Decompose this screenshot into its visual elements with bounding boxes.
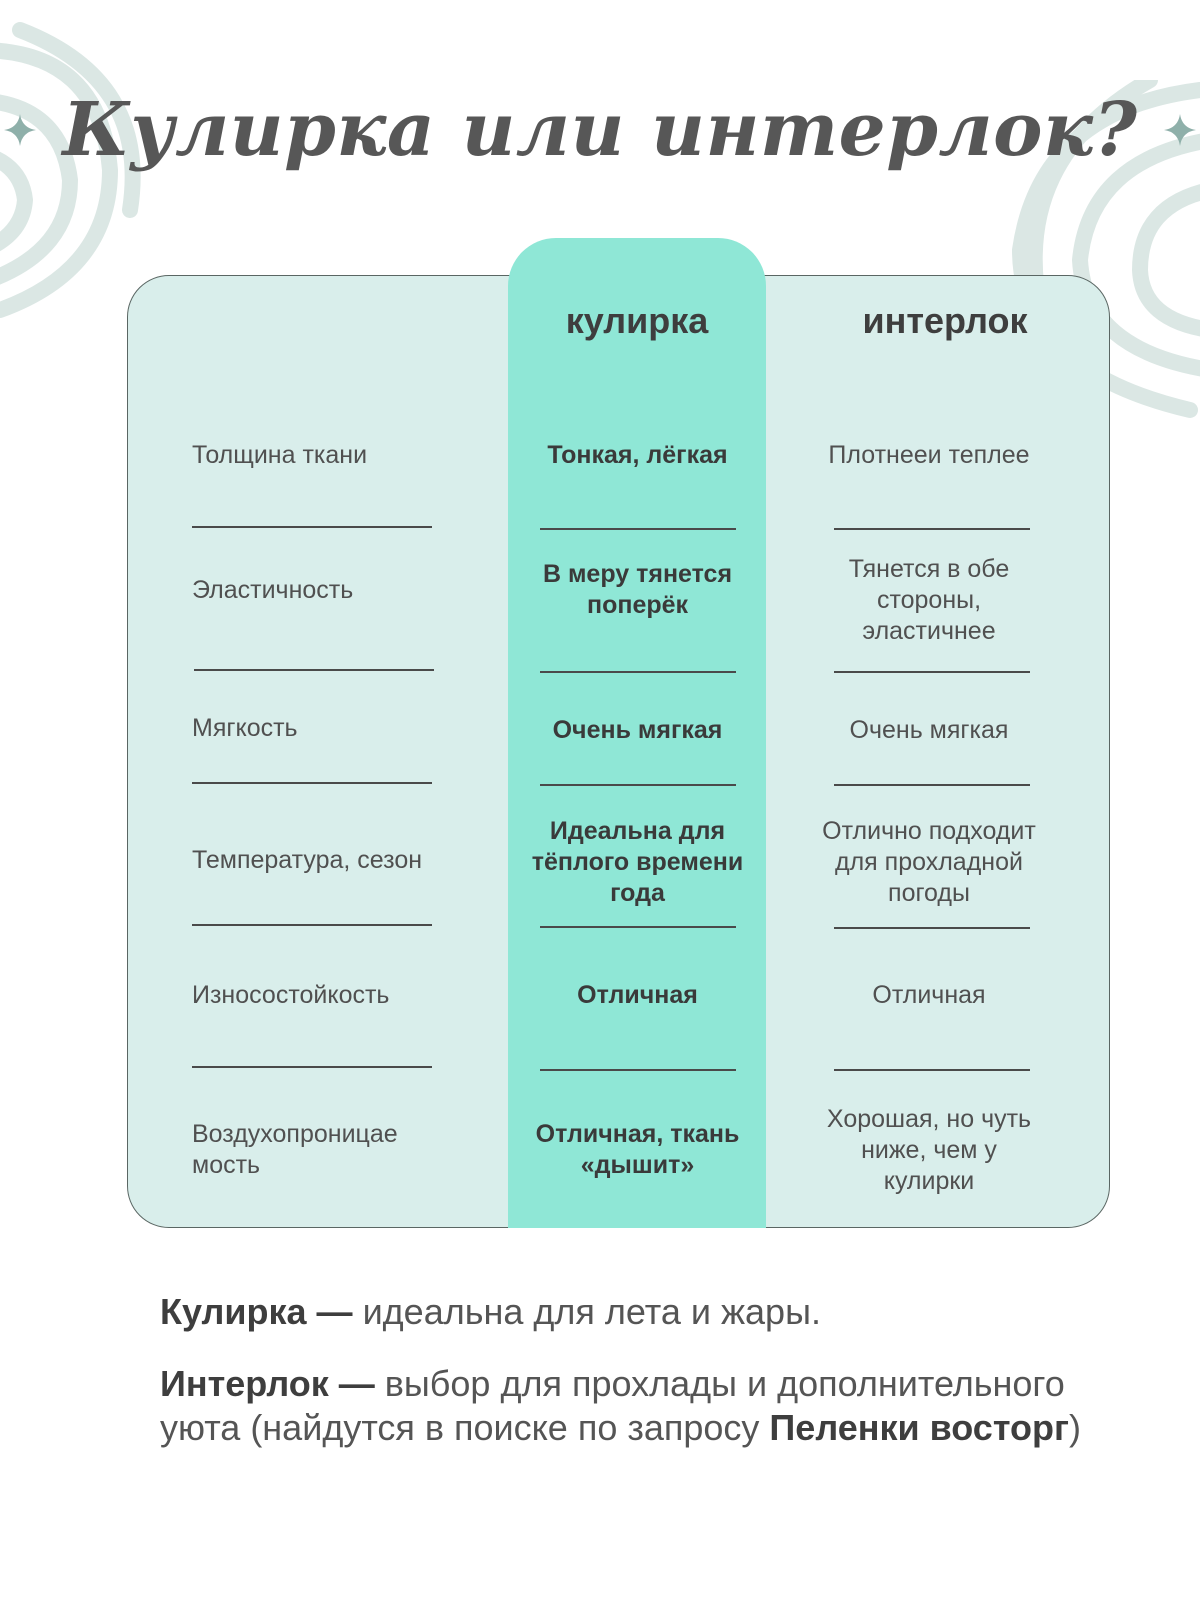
row-divider [540, 528, 736, 530]
row-divider [834, 927, 1030, 929]
row-label: Воздухопроницае мость [192, 1120, 398, 1179]
row-kulirka-value: Идеальна для тёплого времени года [531, 816, 744, 907]
row-divider [834, 784, 1030, 786]
row-divider [194, 669, 434, 671]
row-kulirka-value: В меру тянется поперёк [542, 560, 733, 619]
row-divider [540, 1069, 736, 1071]
row-kulirka-value: Очень мягкая [552, 715, 723, 744]
brand-search-query: Пеленки восторг [769, 1407, 1069, 1448]
row-divider [192, 526, 432, 528]
row-interlok-value: Хорошая, но чуть ниже, чем у кулирки [826, 1104, 1032, 1195]
column-header-interlok: интерлок [862, 300, 1028, 341]
row-kulirka-value: Тонкая, лёгкая [547, 440, 728, 469]
row-kulirka-value: Отличная [577, 980, 698, 1009]
summary-interlok [160, 1362, 1100, 1450]
row-divider [834, 671, 1030, 673]
summary-interlok-text: выбор для прохлады и дополнительного уюта (найдутся в поиске по запросу [160, 1363, 1065, 1448]
row-interlok-value: Отличная [872, 980, 986, 1009]
row-divider [834, 1069, 1030, 1071]
row-label: Износостойкость [192, 980, 390, 1009]
row-label: Температура, сезон [192, 845, 423, 874]
row-divider [192, 924, 432, 926]
row-divider [834, 528, 1030, 530]
page-title: Кулирка или интерлок? [62, 87, 1138, 173]
summary-kulirka-bold: Кулирка — [160, 1291, 353, 1332]
title-row [0, 80, 1200, 180]
row-divider [192, 1066, 432, 1068]
row-interlok-value: Отлично подходит для прохладной погоды [822, 816, 1036, 907]
row-divider [540, 671, 736, 673]
summary-kulirka [160, 1290, 1100, 1334]
sparkle-icon [3, 113, 37, 147]
row-interlok-value: Плотнееи теплее [828, 440, 1030, 469]
row-divider [192, 782, 432, 784]
row-kulirka-value: Отличная, ткань «дышит» [535, 1120, 740, 1179]
row-interlok-value: Тянется в обе стороны, эластичнее [848, 554, 1010, 645]
row-interlok-value: Очень мягкая [849, 715, 1009, 744]
row-divider [540, 926, 736, 928]
summary-interlok-bold: Интерлок — [160, 1363, 375, 1404]
row-label: Эластичность [192, 575, 354, 604]
summary-kulirka-text: идеальна для лета и жары. [352, 1291, 821, 1332]
row-label: Толщина ткани [192, 440, 368, 469]
row-divider [540, 784, 736, 786]
summary-interlok-end: ) [1068, 1407, 1081, 1448]
column-header-kulirka: кулирка [565, 300, 709, 341]
row-label: Мягкость [192, 713, 298, 742]
sparkle-icon [1163, 113, 1197, 147]
